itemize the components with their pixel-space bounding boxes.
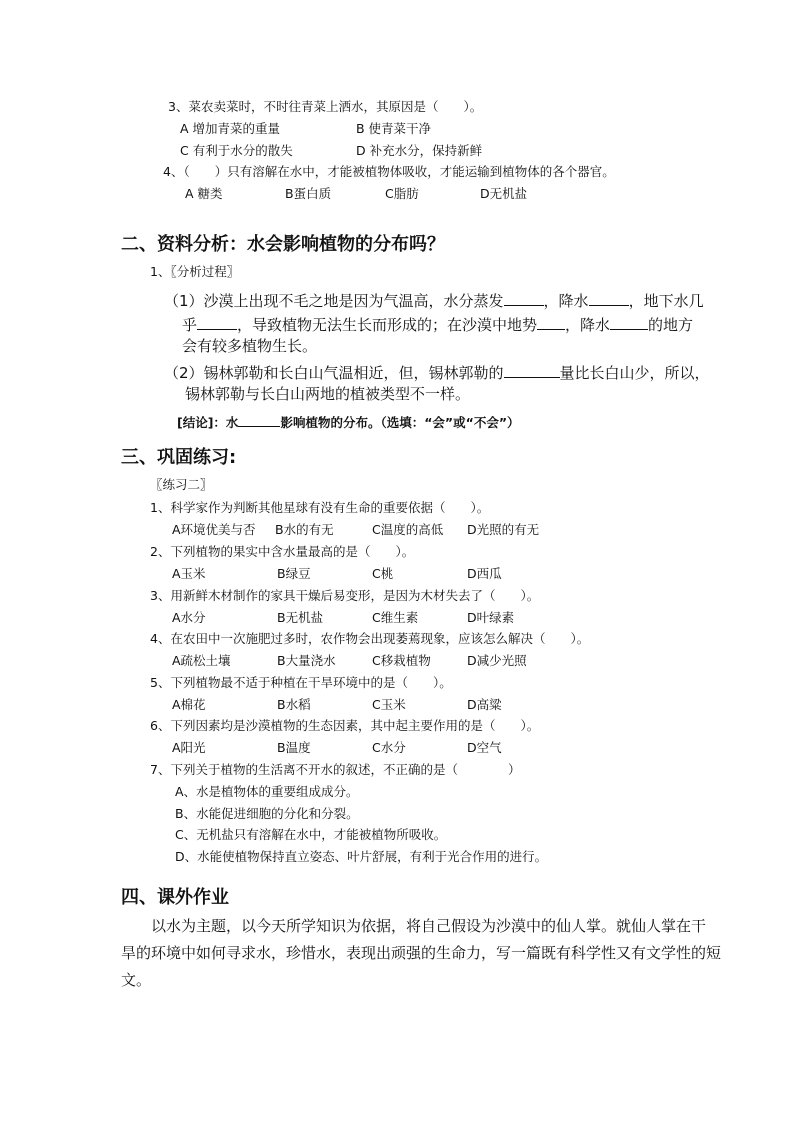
analysis-paragraph-2-line-2: 锡林郭勒与长白山两地的植被类型不一样。 [185, 385, 471, 403]
section-2-heading: 二、资料分析：水会影响植物的分布吗？ [121, 234, 445, 255]
conclusion-text: [结论]：水 [177, 415, 239, 430]
question-3-stem: 3、菜农卖菜时，不时往青菜上洒水，其原因是（ ）。 [168, 99, 483, 114]
practice-question-2-option-a: A玉米 [172, 566, 206, 581]
practice-question-3-option-c: C维生素 [372, 610, 419, 625]
practice-question-5-option-d: D高粱 [467, 697, 502, 712]
question-4-option-c: C脂肪 [385, 186, 419, 201]
analysis-p1-text: 乎 [182, 316, 198, 334]
homework-line-3: 文。 [121, 971, 152, 989]
blank-evaporation[interactable] [504, 291, 544, 306]
analysis-p2-text: 量比长白山少，所以， [559, 364, 710, 382]
practice-question-3-option-d: D叶绿素 [467, 610, 515, 625]
practice-question-1-stem: 1、科学家作为判断其他星球有没有生命的重要依据（ ）。 [150, 500, 490, 515]
analysis-p1-text: 的地方 [648, 316, 694, 334]
practice-question-6-stem: 6、下列因素均是沙漠植物的生态因素，其中起主要作用的是（ ）。 [150, 718, 540, 733]
question-4-option-d: D无机盐 [480, 186, 528, 201]
practice-question-2-option-b: B绿豆 [277, 566, 311, 581]
practice-question-1-option-c: C温度的高低 [372, 522, 444, 537]
practice-question-7-option-c: C、无机盐只有溶解在水中，才能被植物所吸收。 [175, 827, 447, 842]
section-4-heading: 四、课外作业 [121, 887, 229, 908]
question-3-option-d: D 补充水分，保持新鲜 [356, 143, 483, 158]
blank-water-amount[interactable] [504, 363, 560, 378]
blank-precipitation[interactable] [589, 291, 629, 306]
practice-question-4-option-d: D减少光照 [467, 653, 527, 668]
blank-conclusion[interactable] [238, 412, 280, 427]
practice-question-6-option-c: C水分 [372, 740, 406, 755]
practice-question-1-option-d: D光照的有无 [467, 522, 540, 537]
practice-question-5-option-a: A棉花 [172, 697, 206, 712]
analysis-paragraph-1-line-1 [164, 291, 704, 309]
blank-rainfall[interactable] [610, 315, 648, 330]
analysis-p1-text: ，导致植物无法生长而形成的；在沙漠中地势 [237, 316, 538, 334]
practice-question-4-stem: 4、在农田中一次施肥过多时，农作物会出现萎蔫现象，应该怎么解决（ ）。 [150, 631, 590, 646]
question-4-option-a: A 糖类 [185, 186, 223, 201]
practice-question-4-option-c: C移栽植物 [372, 653, 431, 668]
section-3-heading: 三、巩固练习: [121, 447, 237, 468]
practice-question-3-stem: 3、用新鲜木材制作的家具干燥后易变形，是因为木材失去了（ ）。 [150, 588, 540, 603]
practice-question-2-stem: 2、下列植物的果实中含水量最高的是（ ）。 [150, 544, 415, 559]
question-3-option-b: B 使青菜干净 [356, 121, 432, 136]
blank-terrain[interactable] [537, 315, 565, 330]
analysis-paragraph-1-line-3: 会有较多植物生长。 [182, 337, 318, 355]
practice-question-7-option-d: D、水能使植物保持直立姿态、叶片舒展，有利于光合作用的进行。 [175, 849, 548, 864]
conclusion-text: 影响植物的分布。（选填：“会”或“不会”） [280, 415, 520, 430]
practice-question-7-stem: 7、下列关于植物的生活离不开水的叙述，不正确的是（ ） [150, 762, 521, 777]
question-4-option-b: B蛋白质 [285, 186, 332, 201]
practice-question-3-option-b: B无机盐 [277, 610, 324, 625]
analysis-p1-text: （1）沙漠上出现不毛之地是因为气温高，水分蒸发 [164, 292, 504, 310]
practice-question-1-option-b: B水的有无 [275, 522, 334, 537]
practice-question-6-option-a: A阳光 [172, 740, 206, 755]
homework-line-2: 旱的环境中如何寻求水，珍惜水，表现出顽强的生命力，写一篇既有科学性又有文学性的短 [121, 944, 722, 962]
practice-question-5-option-b: B水稻 [277, 697, 311, 712]
practice-question-4-option-b: B大量浇水 [277, 653, 336, 668]
section-3-subheading: 〖练习二〗 [150, 477, 213, 492]
practice-question-6-option-b: B温度 [277, 740, 311, 755]
question-3-option-c: C 有利于水分的散失 [180, 143, 293, 158]
question-3-option-a: A 增加青菜的重量 [180, 121, 281, 136]
practice-question-2-option-d: D西瓜 [467, 566, 502, 581]
analysis-paragraph-1-line-2 [182, 315, 693, 333]
practice-question-7-option-a: A、水是植物体的重要组成成分。 [175, 784, 359, 799]
analysis-p1-text: ，降水 [543, 292, 589, 310]
analysis-paragraph-2-line-1 [164, 363, 710, 381]
analysis-p2-text: （2）锡林郭勒和长白山气温相近，但，锡林郭勒的 [164, 364, 504, 382]
practice-question-6-option-d: D空气 [467, 740, 502, 755]
section-2-subheading: 1、〖分析过程〗 [150, 264, 240, 279]
homework-line-1: 以水为主题，以今天所学知识为依据，将自己假设为沙漠中的仙人掌。就仙人掌在干 [151, 917, 707, 935]
analysis-p1-text: ，降水 [565, 316, 611, 334]
blank-groundwater[interactable] [197, 315, 237, 330]
practice-question-5-option-c: C玉米 [372, 697, 406, 712]
analysis-p1-text: ，地下水几 [628, 292, 704, 310]
practice-question-4-option-a: A疏松土壤 [172, 653, 231, 668]
question-4-stem: 4、（ ）只有溶解在水中，才能被植物体吸收，才能运输到植物体的各个器官。 [163, 164, 615, 179]
practice-question-1-option-a: A环境优美与否 [172, 522, 256, 537]
practice-question-7-option-b: B、水能促进细胞的分化和分裂。 [175, 806, 359, 821]
practice-question-5-stem: 5、下列植物最不适于种植在干旱环境中的是（ ）。 [150, 675, 452, 690]
conclusion-line [177, 412, 520, 430]
practice-question-3-option-a: A水分 [172, 610, 206, 625]
practice-question-2-option-c: C桃 [372, 566, 394, 581]
